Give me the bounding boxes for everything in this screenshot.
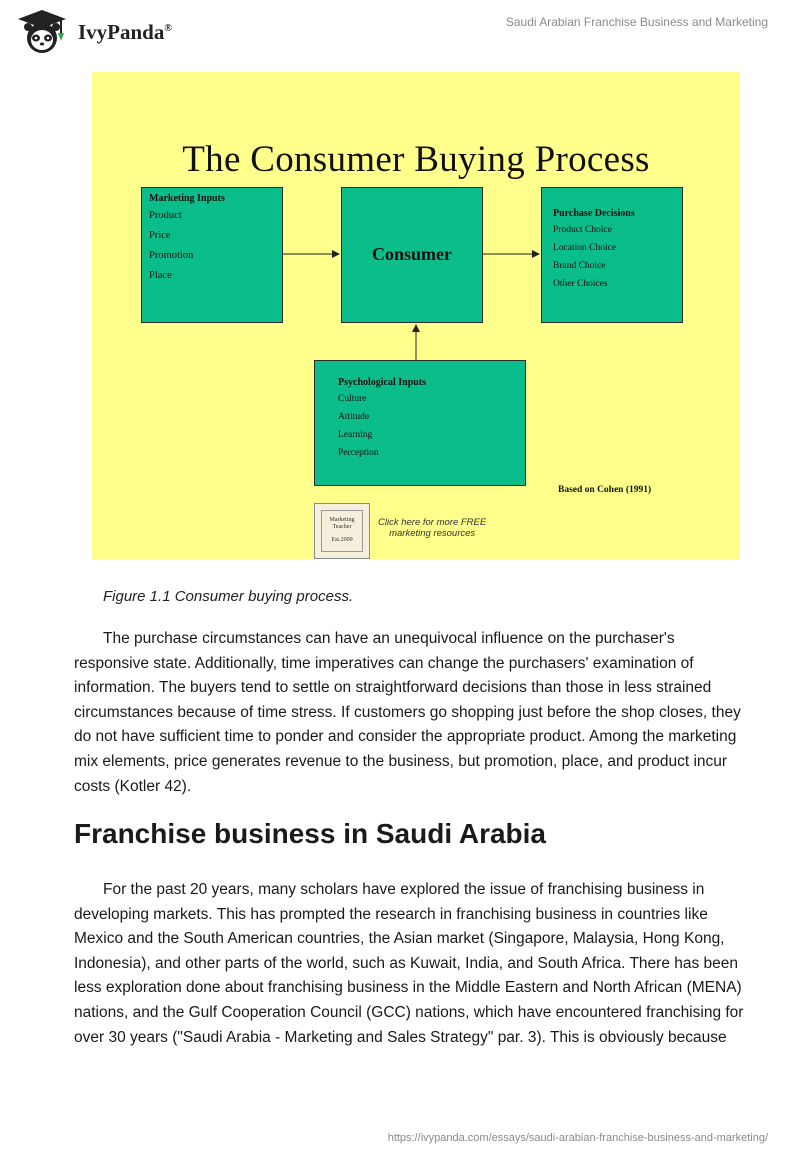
- panda-graduate-icon: [14, 9, 70, 55]
- psychological-inputs-box: [314, 360, 526, 486]
- free-resources-link[interactable]: [378, 517, 486, 539]
- marketing-inputs-heading: Marketing Inputs: [149, 193, 225, 204]
- document-title: Saudi Arabian Franchise Business and Marketing: [505, 15, 768, 29]
- ivypanda-logo[interactable]: [14, 9, 194, 55]
- marketing-inputs-box: [141, 187, 283, 323]
- psychological-inputs-heading: Psychological Inputs: [338, 377, 427, 388]
- figure-source: Based on Cohen (1991): [558, 485, 652, 495]
- purchase-decisions-box: [541, 187, 683, 323]
- footer-url[interactable]: https://ivypanda.com/essays/saudi-arabian-franchise-business-and-marketing/: [387, 1132, 768, 1144]
- purchase-decision-item: Product Choice: [553, 225, 612, 235]
- badge-inner: [321, 510, 363, 552]
- marketing-input-item: Price: [149, 230, 171, 241]
- marketing-input-item: Product: [149, 210, 182, 221]
- consumer-label: Consumer: [372, 244, 452, 264]
- figure-caption: Figure 1.1 Consumer buying process.: [103, 588, 354, 605]
- free-resources-line: marketing resources: [389, 528, 476, 539]
- purchase-decisions-heading: Purchase Decisions: [553, 208, 635, 219]
- badge-line: Marketing: [329, 517, 355, 523]
- purchase-decision-item: Brand Choice: [553, 261, 606, 271]
- body-paragraph: For the past 20 years, many scholars have explored the issue of franchising business in developing markets. This has prompted the research in franchising business in countries like Mexico and the South American countries, the Asian market (Singapore, Malaysia, Hong Kong, Indonesia), and other parts of the world, such as Kuwait, India, and South Africa. There has been less exploration done about franchising business in the Middle Eastern and North African (MENA) nations, and the Gulf Cooperation Council (GCC) nations, which have encountered franchising for over 30 years ("Saudi Arabia - Marketing and Sales Strategy" par. 3). This is obviously because: [74, 881, 744, 1046]
- brand-name: IvyPanda®: [78, 20, 172, 44]
- figure-title: The Consumer Buying Process: [182, 139, 650, 180]
- section-heading: Franchise business in Saudi Arabia: [74, 818, 546, 849]
- consumer-buying-process-figure: [92, 72, 740, 559]
- page-header: [0, 0, 800, 62]
- marketing-input-item: Promotion: [149, 250, 194, 261]
- body-paragraph: The purchase circumstances can have an unequivocal influence on the purchaser's responsive state. Additionally, time imperatives can change the purchasers' examination of information. The buyers tend to settle on straightforward decisions than those in less strained circumstances because of time stress. If customers go shopping just before the shop closes, they do not have sufficient time to ponder and consider the appropriate product. Among the marketing mix elements, price generates revenue to the business, but promotion, place, and product incur costs (Kotler 42).: [74, 630, 741, 795]
- marketing-input-item: Place: [149, 270, 172, 281]
- marketing-teacher-badge[interactable]: [314, 503, 370, 559]
- purchase-decision-item: Location Choice: [553, 243, 617, 253]
- free-resources-line: Click here for more FREE: [378, 517, 487, 528]
- purchase-decision-item: Other Choices: [553, 279, 608, 289]
- badge-line: Teacher: [332, 524, 352, 530]
- psychological-input-item: Perception: [338, 448, 379, 458]
- consumer-box: [341, 187, 483, 323]
- psychological-input-item: Culture: [338, 394, 367, 404]
- psychological-input-item: Attitude: [338, 412, 370, 422]
- psychological-input-item: Learning: [338, 430, 373, 440]
- badge-line: Est.2000: [331, 537, 353, 543]
